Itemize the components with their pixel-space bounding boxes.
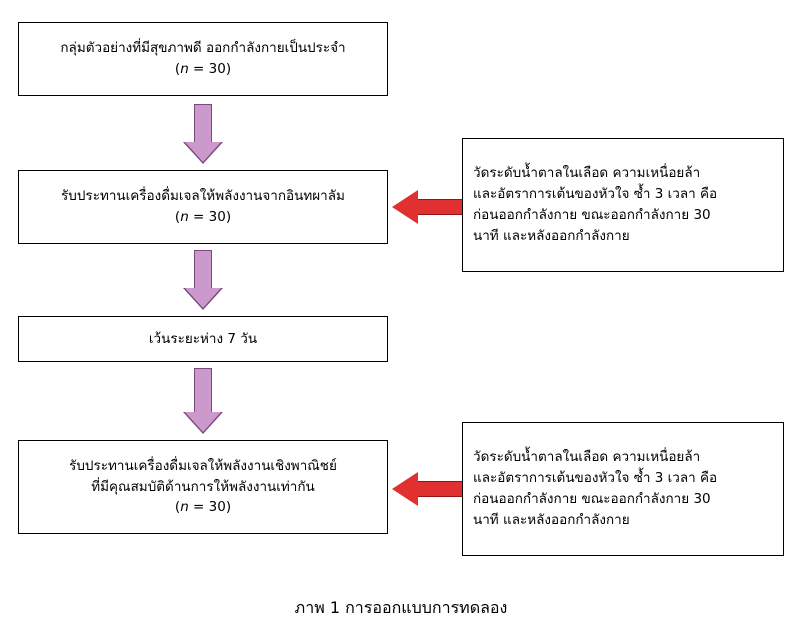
arrow-head bbox=[185, 288, 221, 308]
measurement-1-line-4: นาที และหลังออกกำลังกาย bbox=[473, 227, 630, 244]
figure-caption: ภาพ 1 การออกแบบการทดลอง bbox=[294, 598, 508, 617]
arrow-shaft bbox=[194, 104, 212, 144]
measurement-box-1 bbox=[462, 138, 784, 272]
measurement-2-line-3: ก่อนออกกำลังกาย ขณะออกกำลังกาย 30 bbox=[473, 491, 711, 507]
date-gel-drink-n: (n = 30) bbox=[174, 209, 232, 225]
measurement-2-line-2: และอัตราการเต้นของหัวใจ ซ้ำ 3 เวลา คือ bbox=[473, 470, 718, 487]
measurement-arrow-2 bbox=[392, 472, 464, 506]
arrow-shaft bbox=[416, 199, 464, 215]
sample-group-text: กลุ่มตัวอย่างที่มีสุขภาพดี ออกกำลังกายเป็นประจำ bbox=[60, 40, 346, 57]
commercial-gel-line-2: ที่มีคุณสมบัติด้านการให้พลังงานเท่ากัน bbox=[91, 478, 315, 495]
flow-arrow-3 bbox=[183, 368, 223, 434]
flow-arrow-1 bbox=[183, 104, 223, 164]
measurement-2-line-1: วัดระดับน้ำตาลในเลือด ความเหนื่อยล้า bbox=[473, 449, 701, 466]
arrow-head bbox=[392, 472, 418, 506]
flow-box-sample-group bbox=[18, 22, 388, 96]
commercial-gel-n: (n = 30) bbox=[174, 499, 232, 516]
flow-arrow-2 bbox=[183, 250, 223, 310]
measurement-arrow-1 bbox=[392, 190, 464, 224]
arrow-head bbox=[392, 190, 418, 224]
arrow-shaft bbox=[194, 250, 212, 290]
arrow-shaft bbox=[416, 481, 464, 497]
commercial-gel-line-1: รับประทานเครื่องดื่มเจลให้พลังงานเชิงพาณิชย์ bbox=[69, 457, 337, 474]
flow-box-date-gel-drink bbox=[18, 170, 388, 244]
sample-group-n: (n = 30) bbox=[174, 61, 232, 77]
arrow-head bbox=[185, 412, 221, 432]
arrow-head bbox=[185, 142, 221, 162]
measurement-1-line-1: วัดระดับน้ำตาลในเลือด ความเหนื่อยล้า bbox=[473, 165, 701, 182]
measurement-2-line-4: นาที และหลังออกกำลังกาย bbox=[473, 511, 630, 528]
measurement-1-line-3: ก่อนออกกำลังกาย ขณะออกกำลังกาย 30 bbox=[473, 207, 711, 223]
washout-period-text: เว้นระยะห่าง 7 วัน bbox=[148, 330, 258, 347]
flow-box-washout-period bbox=[18, 316, 388, 362]
date-gel-drink-text: รับประทานเครื่องดื่มเจลให้พลังงานจากอินทผาลัม bbox=[61, 188, 345, 205]
arrow-shaft bbox=[194, 368, 212, 414]
measurement-1-line-2: และอัตราการเต้นของหัวใจ ซ้ำ 3 เวลา คือ bbox=[473, 186, 718, 203]
measurement-box-2 bbox=[462, 422, 784, 556]
flow-box-commercial-gel-drink bbox=[18, 440, 388, 534]
